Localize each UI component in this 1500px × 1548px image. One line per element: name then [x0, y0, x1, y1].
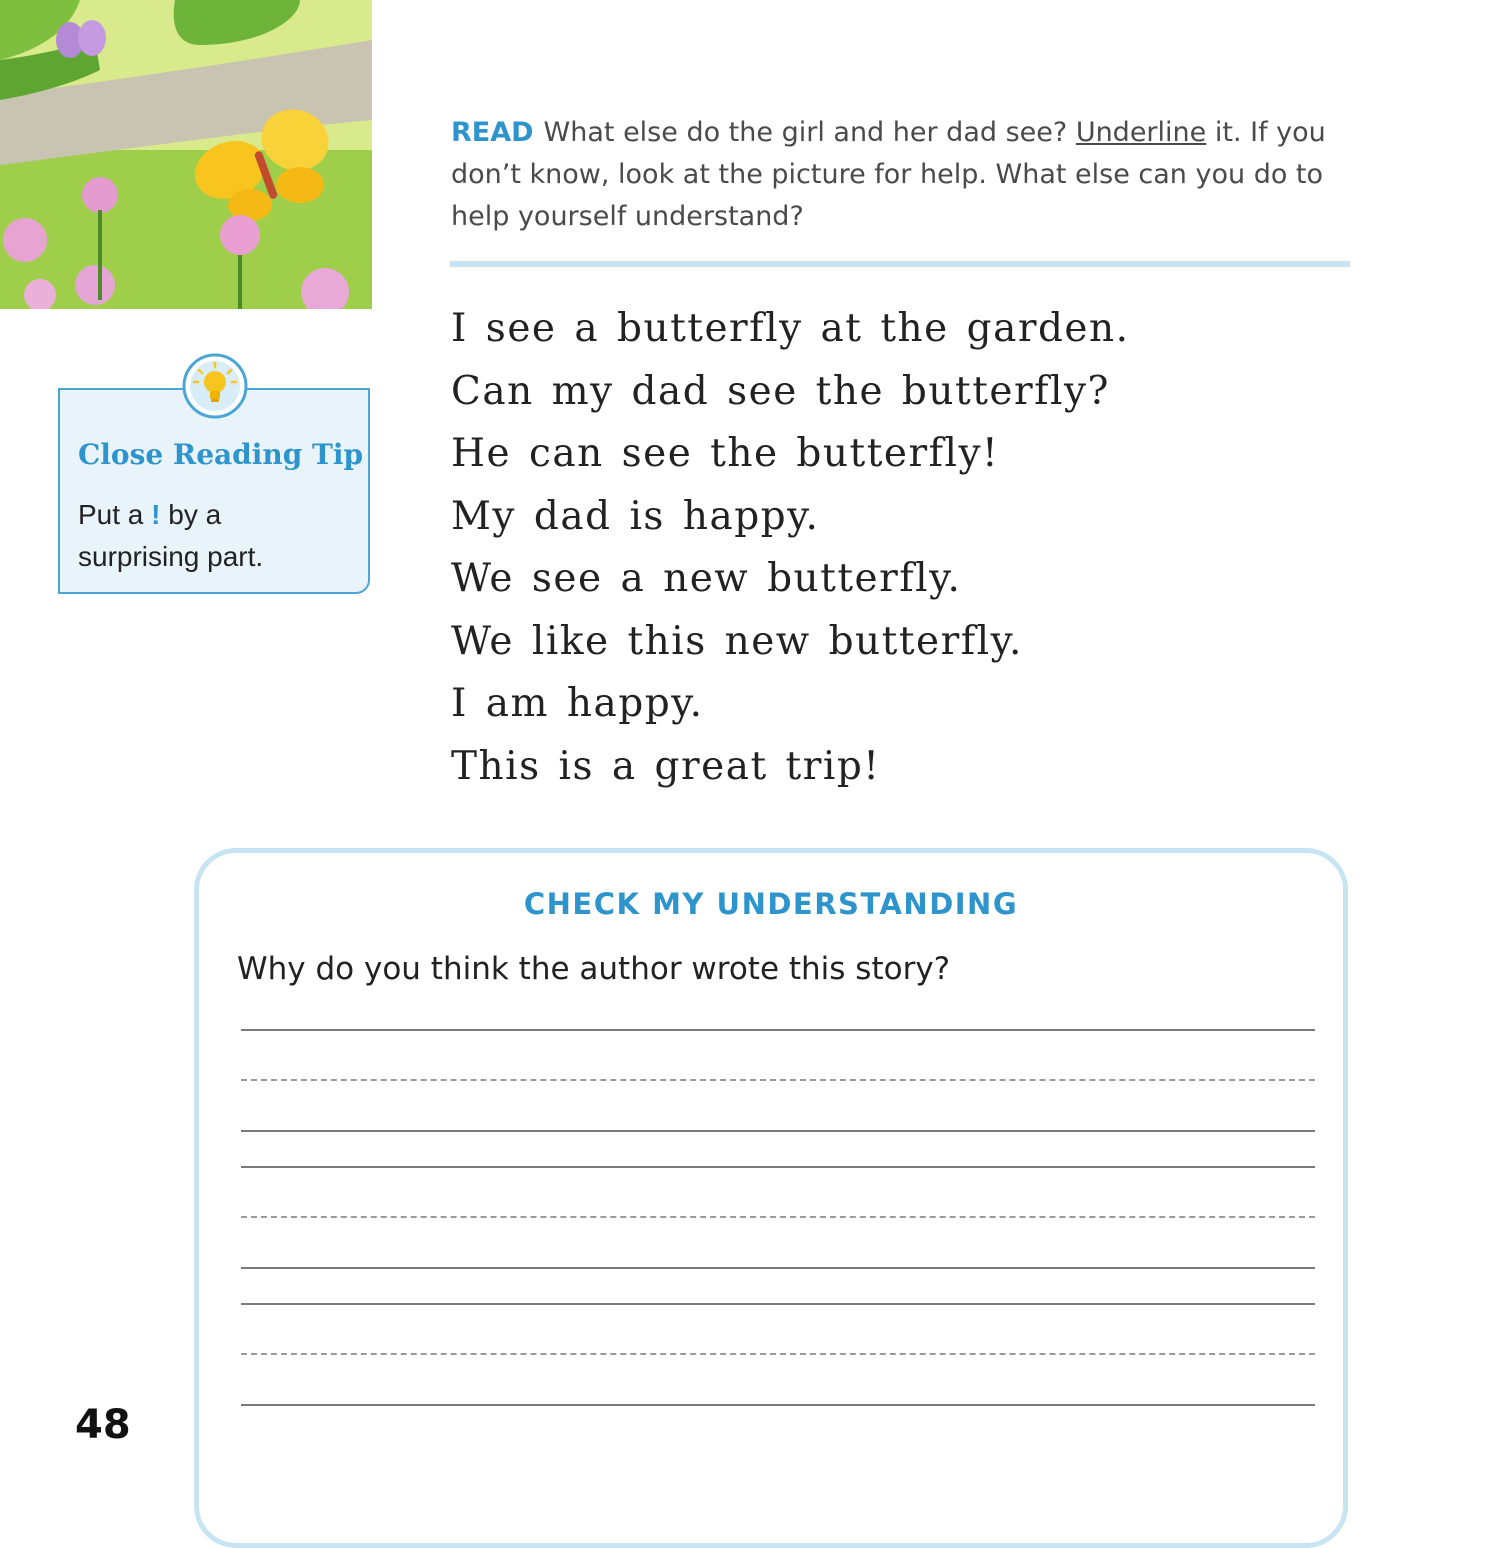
garden-butterfly-picture — [0, 0, 372, 309]
story-line: This is a great trip! — [451, 743, 881, 789]
writing-line-top[interactable] — [241, 1303, 1315, 1305]
writing-line-base — [241, 1130, 1315, 1132]
check-understanding-panel — [194, 848, 1348, 1548]
underline-word: Underline — [1075, 117, 1207, 148]
writing-line-base — [241, 1404, 1315, 1406]
story-line: He can see the butterfly! — [451, 431, 1000, 476]
story-line: We like this new butterfly. — [451, 618, 1023, 664]
tip-text: by a — [168, 499, 222, 530]
lightbulb-icon — [182, 353, 248, 419]
page-number: 48 — [75, 1402, 131, 1448]
story-line: My dad is happy. — [451, 493, 820, 539]
writing-line-top[interactable] — [241, 1029, 1315, 1031]
tip-text: surprising part. — [78, 541, 264, 572]
tip-body — [78, 494, 358, 578]
story-line: I see a butterfly at the garden. — [451, 306, 1130, 351]
writing-line-mid — [241, 1216, 1315, 1218]
garden-illustration — [0, 0, 372, 309]
writing-line-mid — [241, 1353, 1315, 1355]
section-divider — [450, 261, 1350, 267]
story-line: We see a new butterfly. — [451, 556, 962, 601]
read-label: READ — [451, 117, 534, 148]
read-instruction — [451, 112, 1351, 238]
story-text — [451, 298, 1130, 798]
instruction-text: it. If you don’t know, look at the picture for help. What else can you do to help yourself understand? — [451, 117, 1326, 232]
writing-line-top[interactable] — [241, 1166, 1315, 1168]
instruction-text: What else do the girl and her dad see? — [543, 117, 1068, 148]
story-line: Can my dad see the butterfly? — [451, 368, 1110, 414]
tip-text: Put a — [78, 499, 144, 530]
writing-line-base — [241, 1267, 1315, 1269]
check-question: Why do you think the author wrote this story? — [237, 951, 951, 987]
exclamation-mark: ! — [151, 499, 161, 530]
story-line: I am happy. — [451, 681, 704, 726]
tip-title: Close Reading Tip — [78, 438, 364, 471]
check-title: CHECK MY UNDERSTANDING — [523, 887, 1019, 921]
writing-line-mid — [241, 1079, 1315, 1081]
